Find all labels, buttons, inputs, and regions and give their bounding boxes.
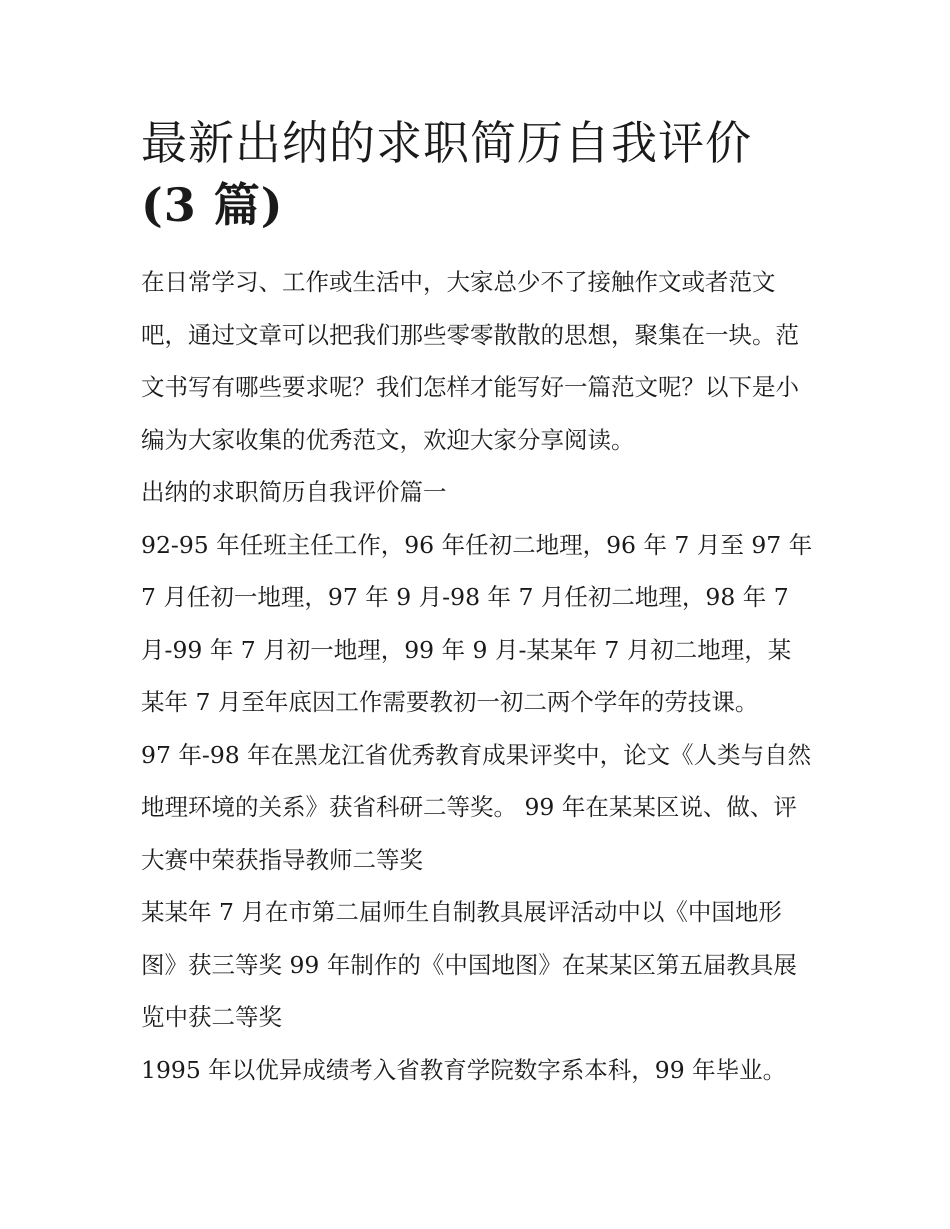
title-main: 最新出纳的求职简历自我评价 bbox=[141, 116, 752, 170]
intro-paragraph: 在日常学习、工作或生活中，大家总少不了接触作文或者范文吧，通过文章可以把我们那些零零散散的思想，聚集在一块。范文书写有哪些要求呢？我们怎样才能写好一篇范文呢？以下是小编为大家收集的优秀范文，欢迎大家分享阅读。 bbox=[141, 268, 799, 454]
document-page bbox=[141, 112, 813, 1096]
work-history-paragraph: 92-95 年任班主任工作，96 年任初二地理，96 年 7 月至 97 年 7 月任初一地理，97 年 9 月-98 年 7 月任初二地理，98 年 7 月-99 年 7 月初一地理，99 年 9 月-某某年 7 月初二地理，某某年 7 月至年底因工作需要教初一初二两个学年的劳技课。 bbox=[141, 530, 813, 716]
title-count: (3 篇) bbox=[141, 178, 284, 232]
section-heading: 出纳的求职简历自我评价篇一 bbox=[141, 478, 447, 506]
award-paragraph-1: 97 年-98 年在黑龙江省优秀教育成果评奖中，论文《人类与自然地理环境的关系》获省科研二等奖。 99 年在某某区说、做、评大赛中荣获指导教师二等奖 bbox=[141, 740, 812, 874]
award-paragraph-2: 某某年 7 月在市第二届师生自制教具展评活动中以《中国地形图》获三等奖 99 年制作的《中国地图》在某某区第五届教具展览中获二等奖 bbox=[141, 898, 797, 1031]
education-paragraph: 1995 年以优异成绩考入省教育学院数字系本科，99 年毕业。 bbox=[141, 1055, 787, 1084]
document-title bbox=[141, 112, 813, 236]
